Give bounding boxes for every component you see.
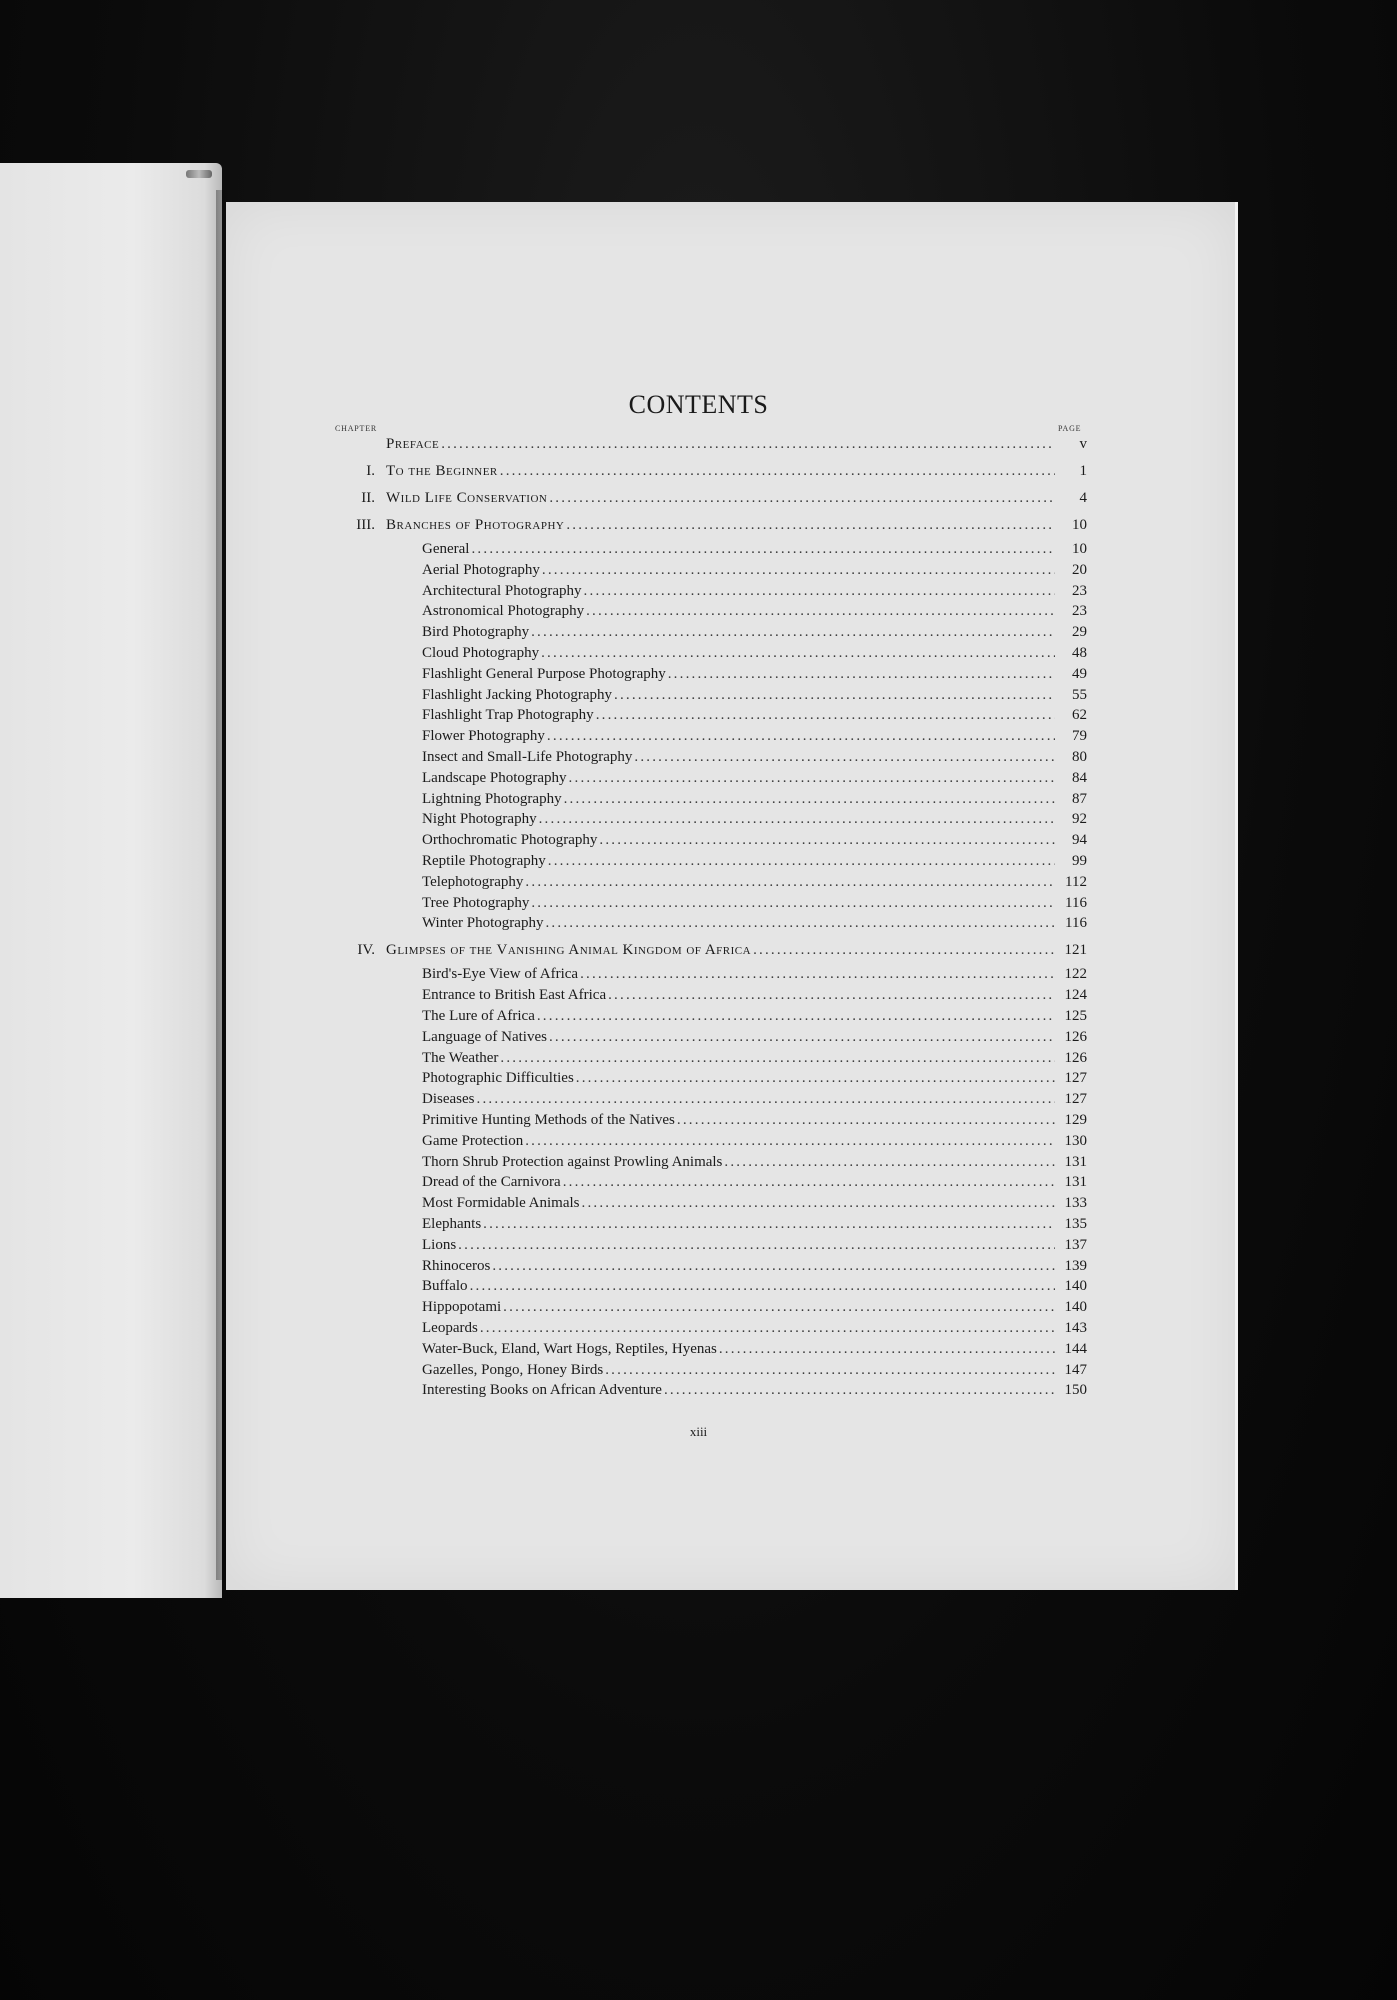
dot-leader xyxy=(500,463,1055,480)
toc-entry-title: Bird's-Eye View of Africa xyxy=(422,966,579,983)
dot-leader xyxy=(566,517,1055,534)
toc-page-number: 94 xyxy=(1072,832,1087,849)
dot-leader xyxy=(753,942,1055,959)
toc-page-number: 143 xyxy=(1064,1320,1087,1336)
toc-entry-title: Lions xyxy=(422,1236,457,1253)
toc-entry-title: Glimpses of the Vanishing Animal Kingdom of Africa xyxy=(386,942,752,959)
toc-page-number: 139 xyxy=(1064,1257,1087,1274)
toc-entry-title: Flashlight Trap Photography xyxy=(422,707,594,724)
toc-section-row xyxy=(422,624,1087,641)
dot-leader xyxy=(537,1008,1055,1025)
dot-leader xyxy=(531,624,1055,641)
toc-entry-title: Telephotography xyxy=(422,873,524,890)
toc-page-number: 131 xyxy=(1064,1153,1087,1170)
toc-entry-title: Preface xyxy=(386,436,440,452)
toc-entry-title: Cloud Photography xyxy=(422,645,540,661)
toc-chapter-row xyxy=(361,490,1087,507)
toc-entry-title: Elephants xyxy=(422,1216,482,1232)
toc-section-row xyxy=(422,645,1087,662)
toc-chapter-row xyxy=(366,463,1087,480)
toc-section-row xyxy=(422,1133,1087,1150)
toc-section-row xyxy=(422,707,1087,724)
dot-leader xyxy=(677,1112,1055,1129)
dot-leader xyxy=(586,603,1055,620)
toc-page-number: 135 xyxy=(1064,1216,1087,1232)
dot-leader xyxy=(582,1195,1056,1212)
toc-section-row xyxy=(422,1112,1087,1129)
toc-section-row xyxy=(422,832,1087,849)
dot-leader xyxy=(724,1154,1055,1171)
toc-entry-title: Tree Photography xyxy=(422,894,530,911)
toc-page-number: 99 xyxy=(1072,853,1087,869)
toc-entry-title: Flashlight General Purpose Photography xyxy=(422,665,666,682)
toc-page-number: 92 xyxy=(1072,811,1087,828)
dot-leader xyxy=(441,436,1055,453)
toc-section-row xyxy=(422,541,1087,558)
dot-leader xyxy=(599,832,1055,849)
toc-section-row xyxy=(422,915,1087,932)
toc-chapter-number: III. xyxy=(356,517,375,533)
toc-entry-title: Water-Buck, Eland, Wart Hogs, Reptiles, Hyenas xyxy=(422,1340,717,1357)
toc-chapter-number: II. xyxy=(361,490,375,506)
toc-entry-title: Primitive Hunting Methods of the Natives xyxy=(422,1112,675,1128)
dot-leader xyxy=(483,1216,1055,1233)
toc-section-row xyxy=(422,562,1087,579)
dot-leader xyxy=(541,645,1055,662)
dot-leader xyxy=(549,1029,1055,1046)
toc-page-number: 125 xyxy=(1064,1008,1087,1024)
toc-entry-title: Flower Photography xyxy=(422,728,545,745)
dot-leader xyxy=(580,966,1055,983)
toc-page-number: 129 xyxy=(1064,1112,1087,1128)
toc-entry-title: Hippopotami xyxy=(422,1299,502,1316)
dot-leader xyxy=(525,874,1055,891)
toc-entry-title: Winter Photography xyxy=(422,915,544,932)
dot-leader xyxy=(596,707,1055,724)
dot-leader xyxy=(477,1091,1056,1108)
dot-leader xyxy=(503,1299,1055,1316)
dot-leader xyxy=(480,1320,1055,1337)
toc-entry-title: Landscape Photography xyxy=(422,769,567,786)
dot-leader xyxy=(471,541,1055,558)
toc-page-number: 62 xyxy=(1072,707,1087,724)
toc-page-number: 4 xyxy=(1079,490,1087,506)
toc-page-number: 122 xyxy=(1064,966,1087,983)
toc-page-number: 29 xyxy=(1072,624,1087,641)
toc-chapter-number: I. xyxy=(366,463,375,479)
toc-page-number: 140 xyxy=(1064,1278,1087,1295)
toc-section-row xyxy=(422,874,1087,891)
dot-leader xyxy=(664,1382,1055,1399)
toc-entry-title: Dread of the Carnivora xyxy=(422,1174,561,1191)
toc-section-row xyxy=(422,583,1087,600)
toc-section-row xyxy=(422,1320,1087,1337)
toc-section-row xyxy=(422,770,1087,787)
toc-page-number: 48 xyxy=(1072,645,1087,661)
toc-page-number: 133 xyxy=(1064,1195,1087,1212)
toc-chapter-row xyxy=(386,436,1087,453)
toc-section-row xyxy=(422,728,1087,745)
toc-page-number: 150 xyxy=(1064,1382,1087,1399)
toc-page-number: 79 xyxy=(1072,728,1087,745)
toc-entry-title: Thorn Shrub Protection against Prowling Animals xyxy=(422,1153,723,1170)
chapter-column-header: CHAPTER xyxy=(335,424,378,433)
dot-leader xyxy=(608,987,1055,1004)
toc-section-row xyxy=(422,987,1087,1004)
toc-section-row xyxy=(422,749,1087,766)
toc-section-row xyxy=(422,687,1087,704)
toc-entry-title: Entrance to British East Africa xyxy=(422,987,607,1004)
toc-page-number: 10 xyxy=(1072,541,1087,557)
toc-section-row xyxy=(422,1174,1087,1191)
toc-section-row xyxy=(422,1029,1087,1046)
dot-leader xyxy=(470,1278,1055,1295)
toc-page-number: 55 xyxy=(1072,686,1087,703)
toc-chapter-row xyxy=(357,942,1087,959)
toc-page-number: 23 xyxy=(1072,603,1087,620)
toc-entry-title: The Weather xyxy=(422,1049,499,1066)
toc-page-number: 20 xyxy=(1072,561,1087,578)
toc-entry-title: Leopards xyxy=(422,1320,478,1336)
toc-page-number: 126 xyxy=(1064,1028,1087,1045)
toc-page-number: 112 xyxy=(1065,873,1087,890)
toc-section-row xyxy=(422,1070,1087,1087)
toc-section-row xyxy=(422,966,1087,983)
toc-entry-title: To the Beginner xyxy=(386,463,498,479)
toc-section-row xyxy=(422,1050,1087,1067)
toc-section-row xyxy=(422,1299,1087,1316)
toc-section-row xyxy=(422,666,1087,683)
toc-section-row xyxy=(422,1091,1087,1108)
toc-entry-title: Insect and Small-Life Photography xyxy=(422,749,633,765)
page-number: xiii xyxy=(689,1424,708,1439)
toc-entry-title: Bird Photography xyxy=(422,624,530,641)
toc-section-row xyxy=(422,1278,1087,1295)
toc-page-number: 121 xyxy=(1064,942,1087,959)
dot-leader xyxy=(545,915,1055,932)
toc-section-row xyxy=(422,1195,1087,1212)
toc-page-number: 124 xyxy=(1064,987,1087,1004)
toc-page-number: v xyxy=(1079,436,1087,452)
dot-leader xyxy=(525,1133,1055,1150)
toc-page-number: 140 xyxy=(1064,1299,1087,1316)
dot-leader xyxy=(458,1237,1055,1254)
toc-page-number: 137 xyxy=(1064,1236,1087,1253)
dot-leader xyxy=(542,562,1055,579)
toc-entry-title: General xyxy=(422,541,470,557)
dot-leader xyxy=(563,1174,1055,1191)
toc-page-number: 126 xyxy=(1064,1049,1087,1066)
toc-chapter-number: IV. xyxy=(357,942,375,959)
toc-section-row xyxy=(422,1154,1087,1171)
toc-chapter-row xyxy=(356,517,1087,534)
toc-entry-title: The Lure of Africa xyxy=(422,1008,535,1024)
toc-page-number: 131 xyxy=(1064,1174,1087,1191)
toc-section-row xyxy=(422,1008,1087,1025)
toc-entry-title: Rhinoceros xyxy=(422,1257,491,1274)
toc-entry-title: Interesting Books on African Adventure xyxy=(422,1382,662,1399)
toc-section-row xyxy=(422,1362,1087,1379)
toc-section-row xyxy=(422,811,1087,828)
toc-page-number: 144 xyxy=(1064,1340,1087,1357)
toc-section-row xyxy=(422,1382,1087,1399)
dot-leader xyxy=(668,666,1055,683)
toc-page-number: 23 xyxy=(1072,582,1087,599)
dot-leader xyxy=(576,1070,1055,1087)
toc-entry-title: Photographic Difficulties xyxy=(422,1070,574,1087)
toc-page-number: 116 xyxy=(1065,915,1087,932)
toc-entry-title: Diseases xyxy=(422,1091,475,1108)
toc-section-row xyxy=(422,791,1087,808)
dot-leader xyxy=(539,811,1055,828)
dot-leader xyxy=(549,490,1055,507)
toc-section-row xyxy=(422,1341,1087,1358)
toc-entry-title: Gazelles, Pongo, Honey Birds xyxy=(422,1361,604,1378)
dot-leader xyxy=(564,791,1055,808)
toc-page-number: 127 xyxy=(1064,1091,1087,1108)
toc-section-row xyxy=(422,1258,1087,1275)
toc-entry-title: Astronomical Photography xyxy=(422,603,585,620)
toc-entry-title: Night Photography xyxy=(422,811,537,828)
toc-section-row xyxy=(422,603,1087,620)
toc-entry-title: Aerial Photography xyxy=(422,561,540,578)
toc-section-row xyxy=(422,1216,1087,1233)
dot-leader xyxy=(531,895,1055,912)
toc-page-number: 87 xyxy=(1072,790,1087,807)
toc-section-row xyxy=(422,853,1087,870)
toc-entry-title: Branches of Photography xyxy=(386,517,565,533)
dot-leader xyxy=(614,687,1055,704)
toc-entry-title: Architectural Photography xyxy=(422,582,582,599)
dot-leader xyxy=(547,728,1055,745)
dot-leader xyxy=(719,1341,1055,1358)
dot-leader xyxy=(548,853,1055,870)
toc-page-number: 127 xyxy=(1064,1070,1087,1087)
dot-leader xyxy=(500,1050,1055,1067)
toc-entry-title: Flashlight Jacking Photography xyxy=(422,686,612,703)
toc-entry-title: Lightning Photography xyxy=(422,790,562,807)
toc-page-number: 1 xyxy=(1079,463,1087,479)
toc-entry-title: Reptile Photography xyxy=(422,853,546,869)
toc-page-number: 147 xyxy=(1064,1361,1087,1378)
toc-page-number: 116 xyxy=(1065,894,1087,911)
dot-leader xyxy=(634,749,1055,766)
toc-section-row xyxy=(422,1237,1087,1254)
dot-leader xyxy=(492,1258,1055,1275)
toc-entry-title: Orthochromatic Photography xyxy=(422,832,598,849)
toc-entry-title: Language of Natives xyxy=(422,1028,547,1045)
page-title: CONTENTS xyxy=(628,390,769,419)
toc-page-number: 49 xyxy=(1072,665,1087,682)
dot-leader xyxy=(584,583,1055,600)
toc-page-number: 84 xyxy=(1072,769,1087,786)
dot-leader xyxy=(569,770,1055,787)
toc-entry-title: Game Protection xyxy=(422,1132,524,1149)
dot-leader xyxy=(605,1362,1055,1379)
toc-entry-title: Buffalo xyxy=(422,1278,468,1295)
toc-page-number: 80 xyxy=(1072,749,1087,765)
toc-section-row xyxy=(422,895,1087,912)
toc-entry-title: Most Formidable Animals xyxy=(422,1195,580,1212)
toc-page-number: 130 xyxy=(1064,1132,1087,1149)
toc-entry-title: Wild Life Conservation xyxy=(386,490,548,506)
toc-page-number: 10 xyxy=(1072,517,1087,533)
page-column-header: PAGE xyxy=(1058,424,1082,433)
